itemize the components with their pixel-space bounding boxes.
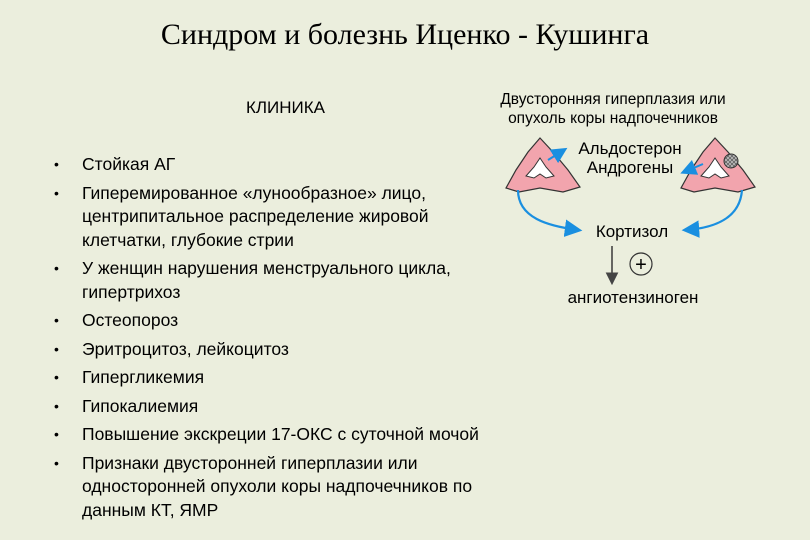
slide-title: Синдром и болезнь Иценко - Кушинга [160, 18, 650, 51]
clinic-heading: КЛИНИКА [246, 98, 326, 117]
bullet-icon: • [54, 397, 59, 414]
angiotensinogen-label: ангиотензиноген [567, 288, 699, 307]
arrow-left-to-cortisol [518, 190, 578, 230]
hyperplasia-label: Двусторонняя гиперплазия или опухоль коры надпочечников [500, 91, 726, 127]
bullet-icon: • [54, 426, 59, 442]
bullet-icon: • [54, 184, 59, 201]
bullet-icon: • [54, 156, 59, 172]
list-item: • Повышение экскреции 17-ОКС с суточной мочой [54, 423, 514, 447]
plus-sign: + [635, 254, 647, 276]
aldosterone-label: Альдостерон [578, 139, 682, 158]
list-item: • Эритроцитоз, лейкоцитоз [54, 338, 514, 362]
bullet-icon: • [54, 312, 59, 328]
bullet-icon: • [54, 340, 59, 357]
list-item: • Признаки двусторонней гиперплазии или односторонней опухоли коры надпочечников по данным КТ, ЯМР [54, 452, 473, 520]
bullet-icon: • [54, 369, 59, 385]
bullet-icon: • [54, 260, 59, 276]
list-item: • У женщин нарушения менструального цикла, гипертрихоз [54, 258, 451, 302]
list-item: • Остеопороз [54, 309, 514, 333]
bullet-icon: • [54, 454, 59, 471]
cortisol-label: Кортизол [595, 222, 669, 241]
androgens-label: Андрогены [586, 158, 674, 177]
list-item: • Гипокалиемия [54, 395, 514, 419]
arrow-right-to-cortisol [686, 190, 742, 230]
list-item: • Стойкая АГ [54, 153, 514, 177]
list-item: • Гипергликемия [54, 366, 514, 390]
hormones-label [560, 139, 700, 177]
list-item: • Гиперемированное «лунообразное» лицо, центрипитальное распределение жировой клетчатки, глубокие стрии [54, 182, 429, 250]
